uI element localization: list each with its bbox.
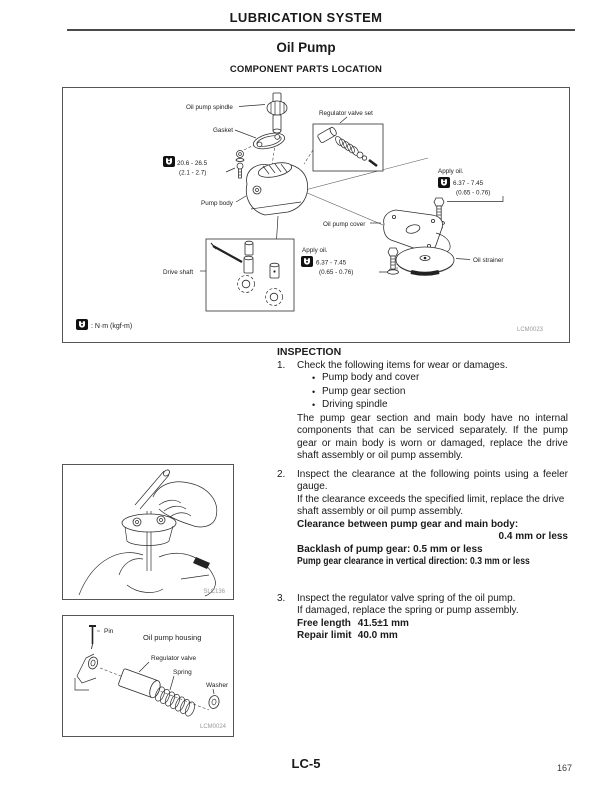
bullet-text: Pump gear section (322, 385, 406, 397)
label-oil-pump-housing: Oil pump housing (143, 633, 202, 642)
inspection-heading: INSPECTION (277, 346, 342, 358)
page-number: 167 (556, 763, 572, 773)
washer-part (208, 695, 220, 710)
item-text: Check the following items for wear or damages. (297, 359, 508, 371)
drive-shaft-assembly-part (206, 239, 294, 311)
label-oil-strainer: Oil strainer (473, 257, 504, 264)
spec-clearance-value: 0.4 mm or less (498, 531, 568, 542)
label-regulator-valve: Regulator valve (151, 655, 197, 662)
bullet-marker (312, 372, 322, 386)
inspection-item-1 (277, 360, 568, 463)
bullet-text: Pump body and cover (322, 372, 420, 383)
header-rule (67, 29, 575, 31)
torque-wrench-icon (76, 319, 88, 330)
spec-label: Free length (297, 617, 351, 629)
item-number: 1. (277, 359, 286, 371)
torque-wrench-icon (301, 256, 313, 267)
bullet-marker (312, 399, 322, 413)
item-note: If the clearance exceeds the specified limit, replace the drive shaft assembly or oil pump assembly. (297, 493, 565, 517)
label-regulator-valve-set: Regulator valve set (319, 110, 373, 117)
torque-pump-body-kgfm: (2.1 - 2.7) (179, 169, 207, 177)
label-gasket: Gasket (213, 127, 233, 134)
torque-pump-body-nm: 20.6 - 26.5 (177, 160, 208, 167)
torque-cover-top-nm: 6.37 - 7.45 (453, 180, 484, 187)
regulator-valve-set-part (313, 124, 383, 171)
bullet-text: Driving spindle (322, 399, 388, 410)
item-note: The pump gear section and main body have no internal components that can be serviced separately. If the pump gear or main body is worn or damaged, replace the drive shaft assembly or oil pump assembly. (297, 412, 568, 461)
item-note: If damaged, replace the spring or pump assembly. (297, 605, 519, 616)
inspection-figure-art (63, 465, 231, 597)
pump-body-part (246, 160, 307, 215)
oil-strainer-part (396, 247, 454, 274)
inspection-item-2 (277, 469, 568, 569)
item-number: 2. (277, 468, 286, 480)
spring-part (153, 686, 196, 718)
spec-free-length (297, 618, 568, 631)
spec-repair-limit (297, 630, 568, 643)
torque-wrench-icon (163, 156, 175, 167)
inspection-item-3 (277, 593, 568, 643)
spec-vertical-clearance: Pump gear clearance in vertical direction: 0.3 mm or less (297, 556, 530, 567)
housing-part (75, 654, 99, 690)
label-drive-shaft: Drive shaft (163, 269, 194, 276)
figure-code: SLC136 (203, 589, 225, 595)
gasket-part (252, 130, 286, 151)
inspection-section (277, 346, 568, 643)
torque-cover-left-nm: 6.37 - 7.45 (316, 259, 347, 267)
torque-wrench-icon (438, 177, 450, 188)
label-oil-pump-spindle: Oil pump spindle (186, 104, 233, 111)
pump-body-bolt-part (236, 151, 244, 179)
component-diagram-art (63, 88, 569, 342)
figure-clearance-inspection (62, 464, 234, 600)
footer-section-code: LC-5 (291, 756, 321, 771)
bullet-item (297, 372, 568, 386)
item-text: Inspect the regulator valve spring of the oil pump. (297, 592, 516, 604)
figure-regulator-valve (62, 615, 234, 737)
torque-cover-left-kgfm: (0.65 - 0.76) (319, 269, 354, 276)
label-pin: Pin (104, 628, 114, 635)
spec-label: Repair limit (297, 630, 352, 641)
page-header-title: LUBRICATION SYSTEM (229, 10, 383, 25)
spec-clearance-label: Clearance between pump gear and main body: (297, 518, 519, 530)
subsection-title: COMPONENT PARTS LOCATION (229, 64, 383, 75)
label-apply-oil-left: Apply oil. (302, 247, 328, 254)
figure-component-parts-location (62, 87, 570, 343)
figure-code: LCM0024 (199, 724, 226, 730)
bullet-item (297, 386, 568, 400)
spec-value: 40.0 mm (357, 630, 398, 641)
label-spring: Spring (173, 669, 192, 676)
label-apply-oil-top: Apply oil. (438, 168, 464, 175)
item-number: 3. (277, 592, 286, 604)
label-oil-pump-cover: Oil pump cover (323, 221, 366, 228)
bullet-marker (312, 386, 322, 400)
label-pump-body: Pump body (201, 200, 233, 207)
spec-value: 41.5±1 mm (357, 617, 409, 629)
torque-unit-legend: : N·m (kgf-m) (91, 323, 133, 330)
section-title: Oil Pump (276, 40, 336, 55)
oil-pump-spindle-part (267, 93, 287, 133)
regulator-figure-art (63, 616, 231, 734)
figure-code: LCM0023 (516, 327, 543, 333)
bullet-item (297, 399, 568, 413)
spec-backlash: Backlash of pump gear: 0.5 mm or less (297, 543, 483, 555)
item-text: Inspect the clearance at the following points using a feeler gauge. (297, 468, 568, 492)
pin-part (89, 626, 96, 649)
label-washer: Washer (206, 682, 229, 689)
torque-cover-top-kgfm: (0.65 - 0.76) (456, 189, 491, 197)
